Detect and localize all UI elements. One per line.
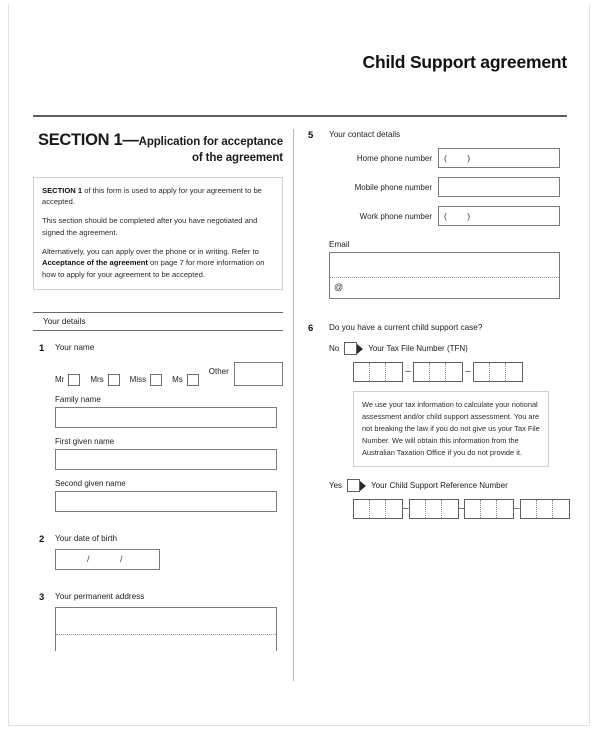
csrn-group-4[interactable] bbox=[520, 499, 570, 519]
question-6 bbox=[308, 323, 560, 519]
question-1 bbox=[33, 343, 283, 512]
title-option-miss[interactable] bbox=[130, 374, 162, 386]
tfn-digit-grid[interactable] bbox=[353, 362, 560, 382]
date-of-birth-input[interactable] bbox=[55, 549, 160, 570]
email-label: Email bbox=[329, 240, 350, 249]
tfn-group-1[interactable] bbox=[353, 362, 403, 382]
email-line-divider bbox=[330, 277, 559, 278]
question-6-label: Do you have a current child support case? bbox=[329, 323, 483, 332]
work-phone-label: Work phone number bbox=[359, 211, 432, 221]
question-2-label: Your date of birth bbox=[55, 533, 118, 543]
question-5 bbox=[308, 130, 560, 299]
title-other-input[interactable] bbox=[234, 362, 283, 386]
checkbox-miss[interactable] bbox=[150, 374, 162, 386]
tfn-dash-2: – bbox=[465, 366, 471, 377]
csrn-group-2[interactable] bbox=[409, 499, 459, 519]
tfn-dash-1: – bbox=[405, 366, 411, 377]
title-option-mrs-label: Mrs bbox=[90, 375, 104, 385]
tax-information-note bbox=[353, 391, 549, 467]
question-5-number: 5 bbox=[308, 130, 314, 141]
checkbox-ms[interactable] bbox=[187, 374, 199, 386]
info-paragraph-2: This section should be completed after you have negotiated and signed the agreement. bbox=[42, 216, 258, 237]
question-2-number: 2 bbox=[39, 533, 45, 545]
question-1-label: Your name bbox=[55, 342, 95, 352]
document-page bbox=[8, 4, 590, 726]
csrn-group-3[interactable] bbox=[464, 499, 514, 519]
title-option-mr[interactable] bbox=[55, 374, 80, 386]
info-paragraph-3-pre: Alternatively, you can apply over the phone or in writing. Refer to bbox=[42, 246, 259, 256]
csrn-label: Your Child Support Reference Number bbox=[371, 480, 508, 490]
tfn-label: Your Tax File Number (TFN) bbox=[368, 344, 468, 353]
header-divider bbox=[33, 115, 567, 117]
first-given-name-label: First given name bbox=[55, 436, 115, 446]
document-title: Child Support agreement bbox=[362, 52, 567, 72]
checkbox-no-arrow-icon[interactable] bbox=[344, 342, 357, 355]
mobile-phone-row bbox=[329, 177, 560, 197]
second-given-name-input[interactable] bbox=[55, 491, 277, 512]
section-info-box bbox=[33, 177, 283, 290]
title-other-label: Other bbox=[208, 367, 229, 377]
work-phone-row bbox=[329, 206, 560, 226]
csrn-dash-2: – bbox=[458, 502, 465, 514]
question-5-label: Your contact details bbox=[329, 130, 401, 139]
title-option-miss-label: Miss bbox=[129, 375, 147, 385]
work-phone-input[interactable] bbox=[438, 206, 560, 226]
first-given-name-input[interactable] bbox=[55, 449, 277, 470]
section-heading-line2: of the agreement bbox=[191, 151, 283, 164]
info-paragraph-1 bbox=[42, 185, 274, 209]
title-option-ms-label: Ms bbox=[172, 375, 183, 385]
checkbox-mr[interactable] bbox=[68, 374, 80, 386]
permanent-address-input[interactable] bbox=[55, 607, 277, 651]
second-given-name-label: Second given name bbox=[55, 478, 126, 488]
mobile-phone-input[interactable] bbox=[438, 177, 560, 197]
section-heading bbox=[33, 130, 283, 165]
tax-note-text: We use your tax information to calculate your notional assessment and/or child support assessment. You are not breaking the law if you do not give us your Tax File Number. We will obtain this information from the Australian Taxation Office if you do not provide it. bbox=[362, 400, 540, 457]
question-2 bbox=[33, 534, 283, 570]
info-bold-acceptance: Acceptance of the agreement bbox=[42, 258, 148, 268]
title-options-row bbox=[55, 358, 283, 386]
left-column bbox=[33, 130, 283, 651]
title-option-mrs[interactable] bbox=[90, 374, 119, 386]
no-option-label: No bbox=[329, 344, 340, 353]
your-details-band: Your details bbox=[33, 312, 283, 331]
checkbox-mrs[interactable] bbox=[108, 374, 120, 386]
tfn-group-3[interactable] bbox=[473, 362, 523, 382]
home-phone-label: Home phone number bbox=[356, 153, 432, 163]
no-option-row[interactable] bbox=[329, 342, 560, 355]
csrn-digit-grid[interactable] bbox=[353, 499, 560, 519]
family-name-label: Family name bbox=[55, 394, 101, 404]
info-bold-section: SECTION 1 bbox=[42, 185, 83, 195]
info-paragraph-1-rest: of this form is used to apply for your agreement to be accepted. bbox=[42, 185, 262, 207]
tfn-group-2[interactable] bbox=[413, 362, 463, 382]
email-input[interactable] bbox=[329, 252, 560, 299]
home-phone-row bbox=[329, 148, 560, 168]
csrn-dash-1: – bbox=[403, 502, 409, 514]
right-column bbox=[308, 130, 560, 519]
question-3 bbox=[33, 592, 283, 651]
info-paragraph-3 bbox=[42, 246, 274, 281]
csrn-dash-3: – bbox=[514, 502, 520, 514]
yes-option-row[interactable] bbox=[329, 479, 560, 492]
question-1-number: 1 bbox=[39, 342, 45, 354]
address-line-divider bbox=[56, 634, 276, 635]
checkbox-yes-arrow-icon[interactable] bbox=[347, 479, 360, 492]
csrn-group-1[interactable] bbox=[353, 499, 403, 519]
question-3-label: Your permanent address bbox=[55, 591, 145, 601]
column-divider bbox=[293, 129, 294, 681]
title-option-ms[interactable] bbox=[172, 374, 199, 386]
mobile-phone-label: Mobile phone number bbox=[354, 182, 432, 192]
yes-option-label: Yes bbox=[329, 480, 343, 490]
section-number: SECTION 1 bbox=[38, 131, 123, 149]
question-6-number: 6 bbox=[308, 323, 314, 334]
section-heading-line1: Application for acceptance bbox=[138, 136, 283, 148]
at-sign-icon: @ bbox=[334, 282, 344, 292]
home-phone-area-code: ( ) bbox=[444, 153, 480, 163]
family-name-input[interactable] bbox=[55, 407, 277, 428]
work-phone-area-code: ( ) bbox=[444, 211, 480, 221]
dob-separator-2: / bbox=[120, 554, 123, 565]
title-option-mr-label: Mr bbox=[55, 375, 65, 385]
section-dash: — bbox=[122, 131, 139, 149]
question-3-number: 3 bbox=[39, 591, 45, 603]
dob-separator-1: / bbox=[87, 554, 90, 565]
info-paragraph-3-post: on page 7 for more information on how to apply for your agreement to be accepted. bbox=[42, 258, 265, 280]
home-phone-input[interactable] bbox=[438, 148, 560, 168]
